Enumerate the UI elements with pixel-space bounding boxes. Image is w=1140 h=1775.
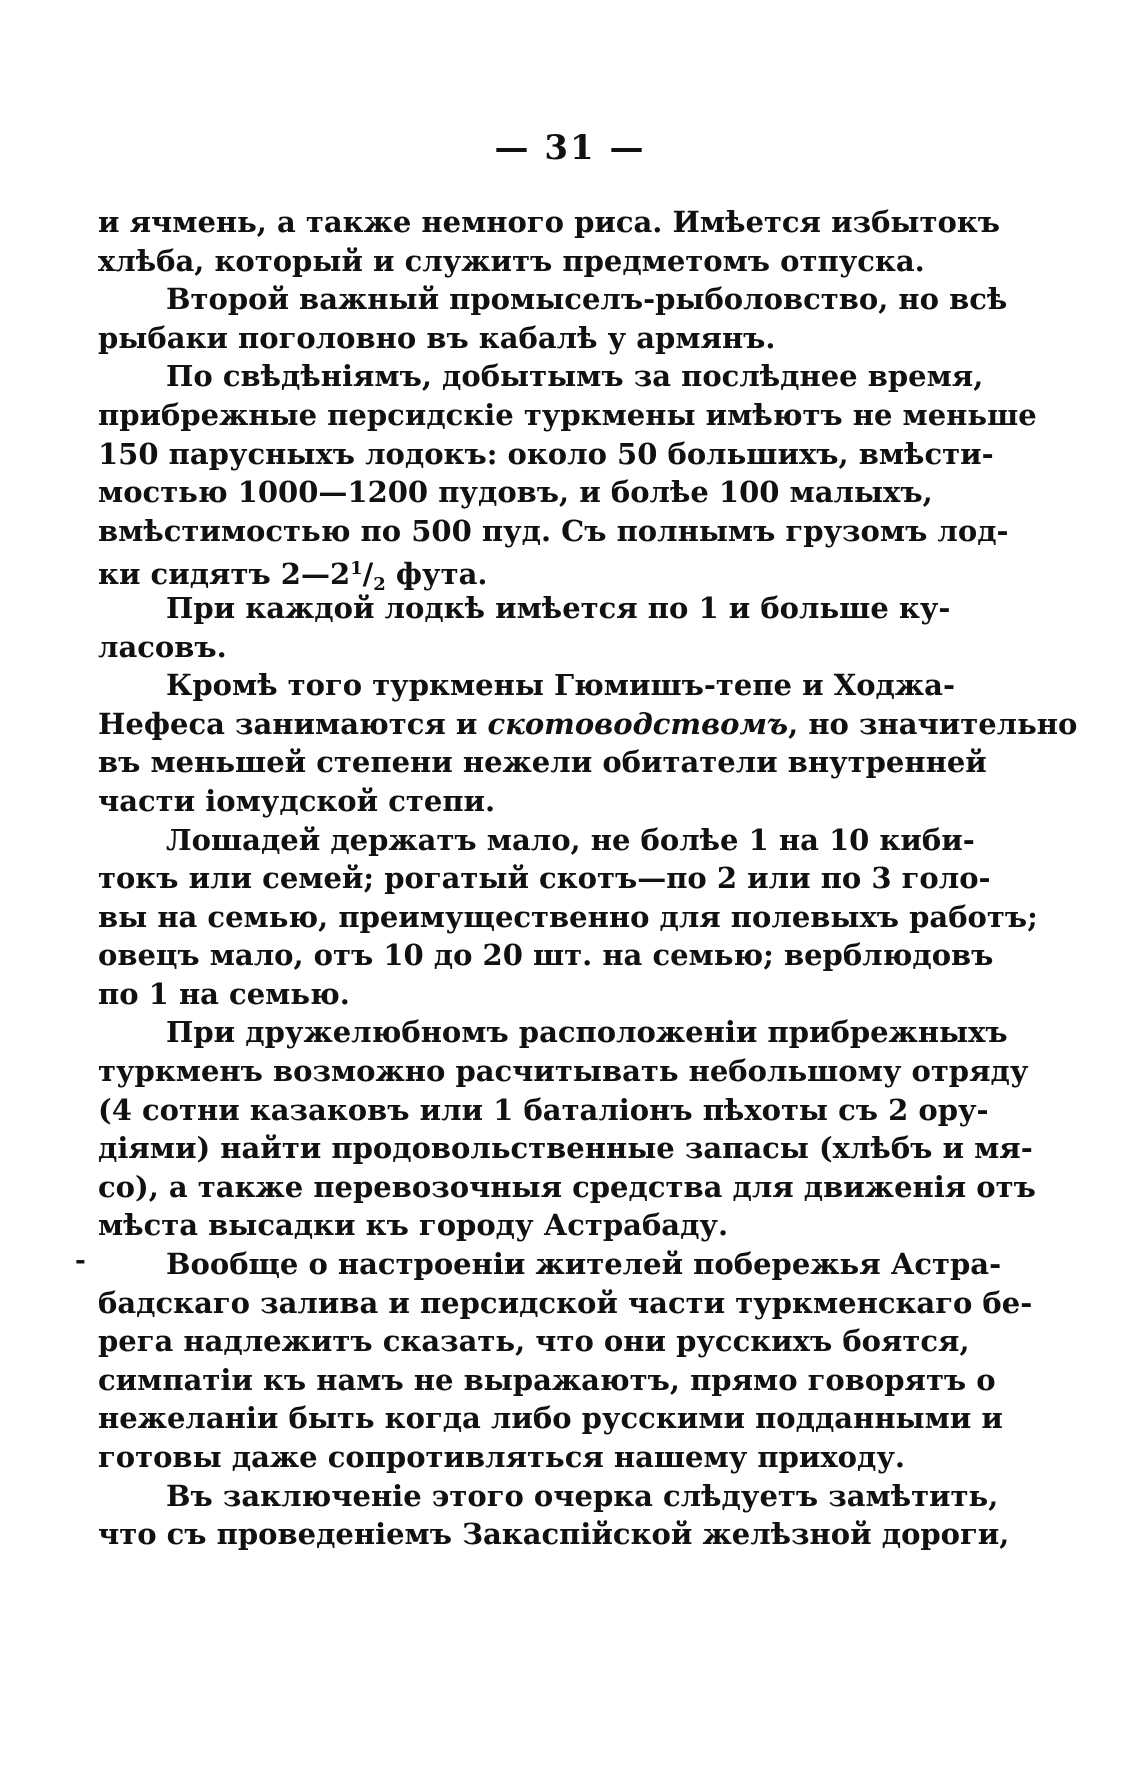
text-fragment: ки сидятъ 2—2	[98, 557, 351, 592]
text-line: нежеланіи быть когда либо русскими подданными и	[98, 1401, 1003, 1436]
text-line: прибрежные персидскіе туркмены имѣютъ не меньше	[98, 397, 1037, 432]
text-line: рыбаки поголовно въ кабалѣ у армянъ.	[98, 320, 776, 355]
text-line: симпатіи къ намъ не выражаютъ, прямо говорятъ о	[98, 1362, 996, 1397]
italic-term: скотоводствомъ	[487, 706, 789, 741]
body-text	[98, 203, 1078, 1554]
text-line: что съ проведеніемъ Закаспійской желѣзной дороги,	[98, 1517, 1010, 1552]
text-line: овецъ мало, отъ 10 до 20 шт. на семью; верблюдовъ	[98, 938, 994, 973]
text-line: со), а также перевозочныя средства для движенія отъ	[98, 1169, 1036, 1204]
fraction-numerator: 1	[350, 558, 363, 580]
margin-mark: -	[75, 1246, 86, 1276]
text-line: ласовъ.	[98, 629, 227, 664]
text-line: При каждой лодкѣ имѣется по 1 и больше ку-	[166, 590, 951, 625]
text-line: Кромѣ того туркмены Гюмишъ-тепе и Ходжа-	[166, 668, 955, 703]
text-line: токъ или семей; рогатый скотъ—по 2 или по 3 голо-	[98, 861, 991, 896]
text-line: мостью 1000—1200 пудовъ, и болѣе 100 малыхъ,	[98, 475, 933, 510]
text-fragment: Нефеса занимаются и	[98, 706, 478, 741]
text-fragment: фута.	[385, 557, 488, 592]
text-line-with-italic	[98, 705, 1078, 744]
text-line: Вообще о настроеніи жителей побережья Астра-	[166, 1247, 1002, 1282]
text-line: готовы даже сопротивляться нашему приходу.	[98, 1440, 905, 1474]
fraction-slash: /	[362, 557, 374, 592]
text-line: туркменъ возможно расчитывать небольшому отряду	[98, 1054, 1029, 1089]
text-line: 150 парусныхъ лодокъ: около 50 большихъ, вмѣсти-	[98, 436, 994, 471]
text-line: рега надлежитъ сказать, что они русскихъ боятся,	[98, 1324, 970, 1359]
text-line: бадскаго залива и персидской части туркменскаго бе-	[98, 1285, 1033, 1320]
text-line: по 1 на семью.	[98, 976, 350, 1011]
fraction-denominator: 2	[373, 574, 386, 596]
text-line: вмѣстимостью по 500 пуд. Съ полнымъ грузомъ лод-	[98, 513, 1009, 548]
text-line: По свѣдѣніямъ, добытымъ за послѣднее время,	[166, 359, 984, 394]
text-line: хлѣба, который и служитъ предметомъ отпуска.	[98, 243, 925, 278]
text-line: Второй важный промыселъ-рыболовство, но всѣ	[166, 282, 1008, 317]
text-line: діями) найти продовольственные запасы (хлѣбъ и мя-	[98, 1131, 1033, 1166]
text-line: и ячмень, а также немного риса. Имѣется избытокъ	[98, 205, 1001, 239]
text-line: мѣста высадки къ городу Астрабаду.	[98, 1208, 729, 1243]
page-number: — 31 —	[494, 128, 646, 168]
text-line-with-fraction	[98, 550, 900, 596]
text-fragment: , но значительно	[788, 706, 1078, 741]
text-line: Лошадей держатъ мало, не болѣе 1 на 10 киби-	[166, 822, 975, 857]
text-line: При дружелюбномъ расположеніи прибрежныхъ	[166, 1015, 1008, 1050]
text-line: (4 сотни казаковъ или 1 баталіонъ пѣхоты съ 2 ору-	[98, 1092, 989, 1127]
text-line: вы на семью, преимущественно для полевыхъ работъ;	[98, 899, 1038, 934]
text-line: части іомудской степи.	[98, 783, 496, 818]
text-line: въ меньшей степени нежели обитатели внутренней	[98, 745, 987, 780]
text-line: Въ заключеніе этого очерка слѣдуетъ замѣтить,	[166, 1478, 999, 1513]
